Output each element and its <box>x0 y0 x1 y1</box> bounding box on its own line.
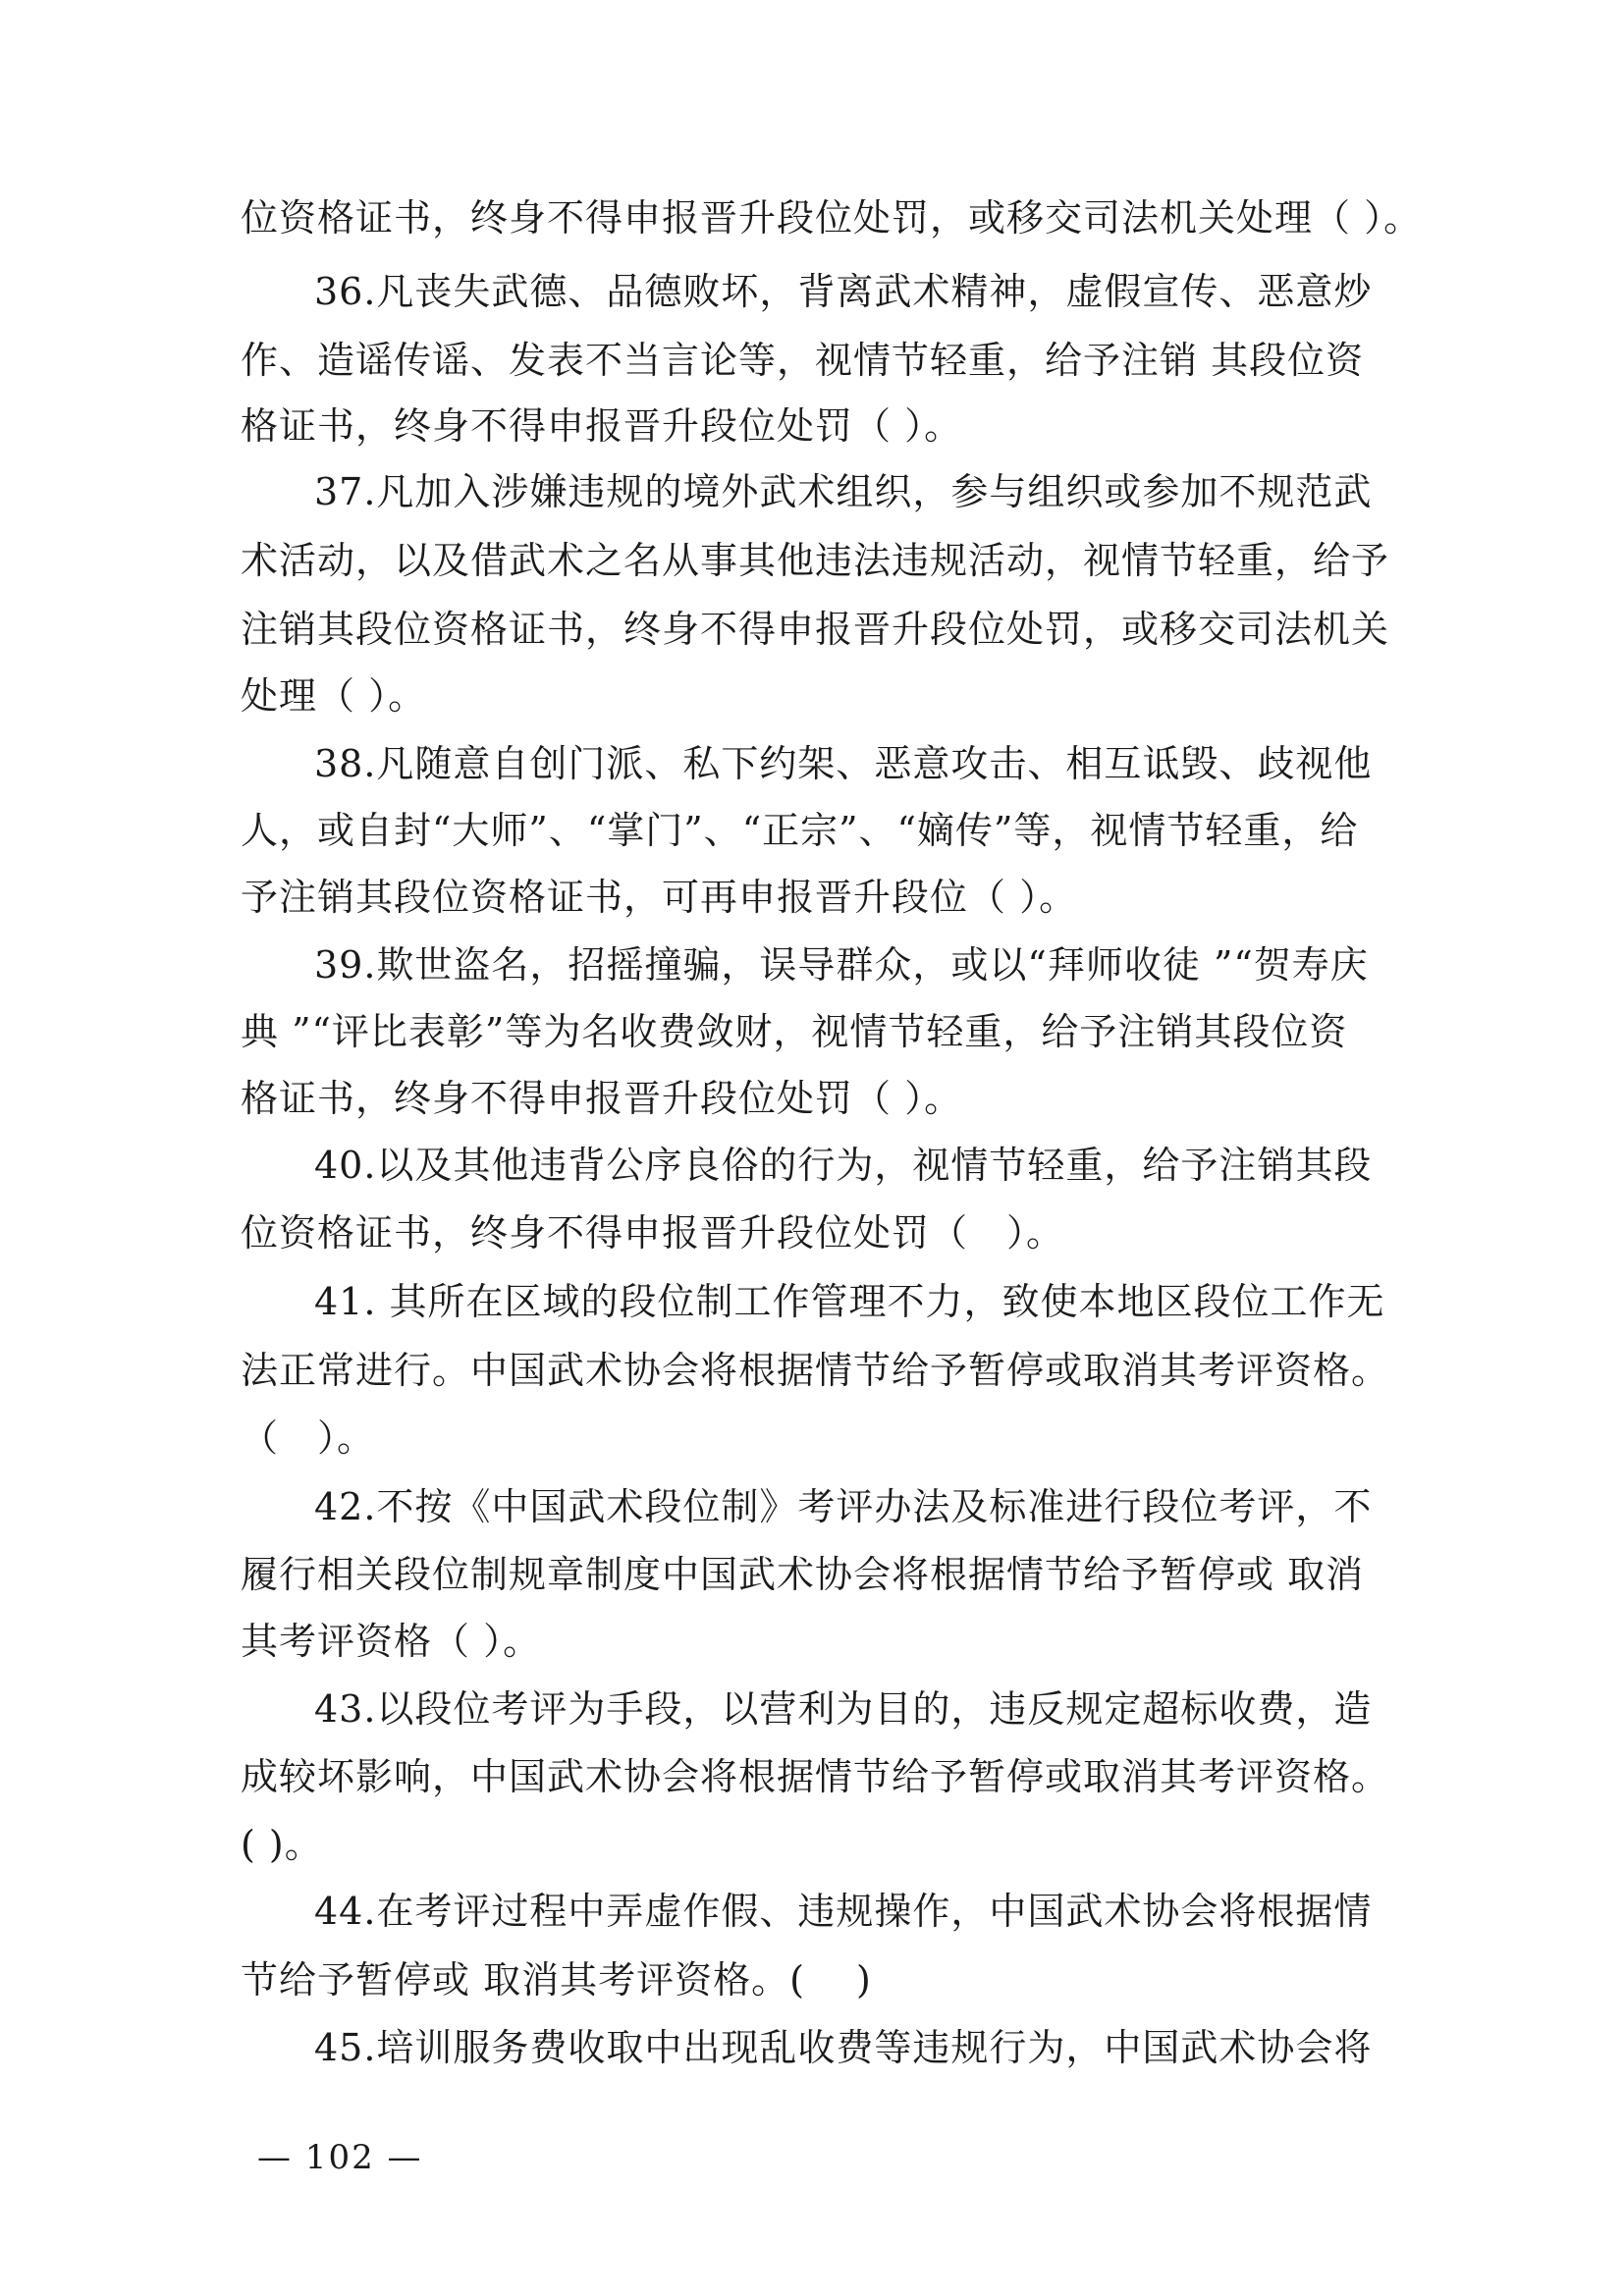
text-line-27: 节给予暂停或 取消其考评资格。( ) <box>241 1958 872 2002</box>
text-line-28: 45.培训服务费收取中出现乱收费等违规行为，中国武术协会将 <box>314 2026 1373 2069</box>
text-line-15: 40.以及其他违背公序良俗的行为，视情节轻重，给予注销其段 <box>314 1144 1373 1187</box>
text-line-26: 44.在考评过程中弄虚作假、违规操作，中国武术协会将根据情 <box>314 1890 1373 1933</box>
text-line-14: 格证书，终身不得申报晋升段位处罚（ ）。 <box>241 1077 963 1120</box>
text-line-10: 人，或自封“大师”、“掌门”、“正宗”、“嫡传”等，视情节轻重，给 <box>241 809 1359 852</box>
text-line-20: 42.不按《中国武术段位制》考评办法及标准进行段位考评，不 <box>314 1485 1373 1528</box>
text-line-9: 38.凡随意自创门派、私下约架、恶意攻击、相互诋毁、歧视他 <box>314 742 1373 785</box>
text-line-19: （ ）。 <box>241 1416 376 1460</box>
text-line-11: 予注销其段位资格证书，可再申报晋升段位（ ）。 <box>241 876 1078 919</box>
text-line-23: 43.以段位考评为手段，以营利为目的，违反规定超标收费，造 <box>314 1687 1373 1731</box>
text-line-2: 36.凡丧失武德、品德败坏，背离武术精神，虚假宣传、恶意炒 <box>314 270 1373 313</box>
text-line-18: 法正常进行。中国武术协会将根据情节给予暂停或取消其考评资格。 <box>241 1349 1390 1392</box>
page-number: — 102 — <box>257 2138 423 2177</box>
text-line-1: 位资格证书，终身不得申报晋升段位处罚，或移交司法机关处理（ ）。 <box>241 196 1423 240</box>
text-line-6: 术活动，以及借武术之名从事其他违法违规活动，视情节轻重，给予 <box>241 539 1390 582</box>
text-line-13: 典 ”“评比表彰”等为名收费敛财，视情节轻重，给予注销其段位资 <box>241 1010 1348 1053</box>
text-line-5: 37.凡加入涉嫌违规的境外武术组织，参与组织或参加不规范武 <box>314 470 1373 513</box>
text-line-7: 注销其段位资格证书，终身不得申报晋升段位处罚，或移交司法机关 <box>241 608 1390 651</box>
text-line-25: ( )。 <box>241 1823 323 1866</box>
text-line-16: 位资格证书，终身不得申报晋升段位处罚（ ）。 <box>241 1211 1065 1255</box>
text-line-12: 39.欺世盗名，招摇撞骗，误导群众，或以“拜师收徒 ”“贺寿庆 <box>314 943 1369 987</box>
text-line-4: 格证书，终身不得申报晋升段位处罚（ ）。 <box>241 404 963 448</box>
text-line-17: 41. 其所在区域的段位制工作管理不力，致使本地区段位工作无 <box>314 1280 1385 1323</box>
text-line-3: 作、造谣传谣、发表不当言论等，视情节轻重，给予注销 其段位资 <box>241 339 1365 382</box>
text-line-21: 履行相关段位制规章制度中国武术协会将根据情节给予暂停或 取消 <box>241 1553 1365 1596</box>
text-line-24: 成较坏影响，中国武术协会将根据情节给予暂停或取消其考评资格。 <box>241 1755 1390 1798</box>
text-line-8: 处理（ ）。 <box>241 674 427 718</box>
text-line-22: 其考评资格（ ）。 <box>241 1620 542 1663</box>
